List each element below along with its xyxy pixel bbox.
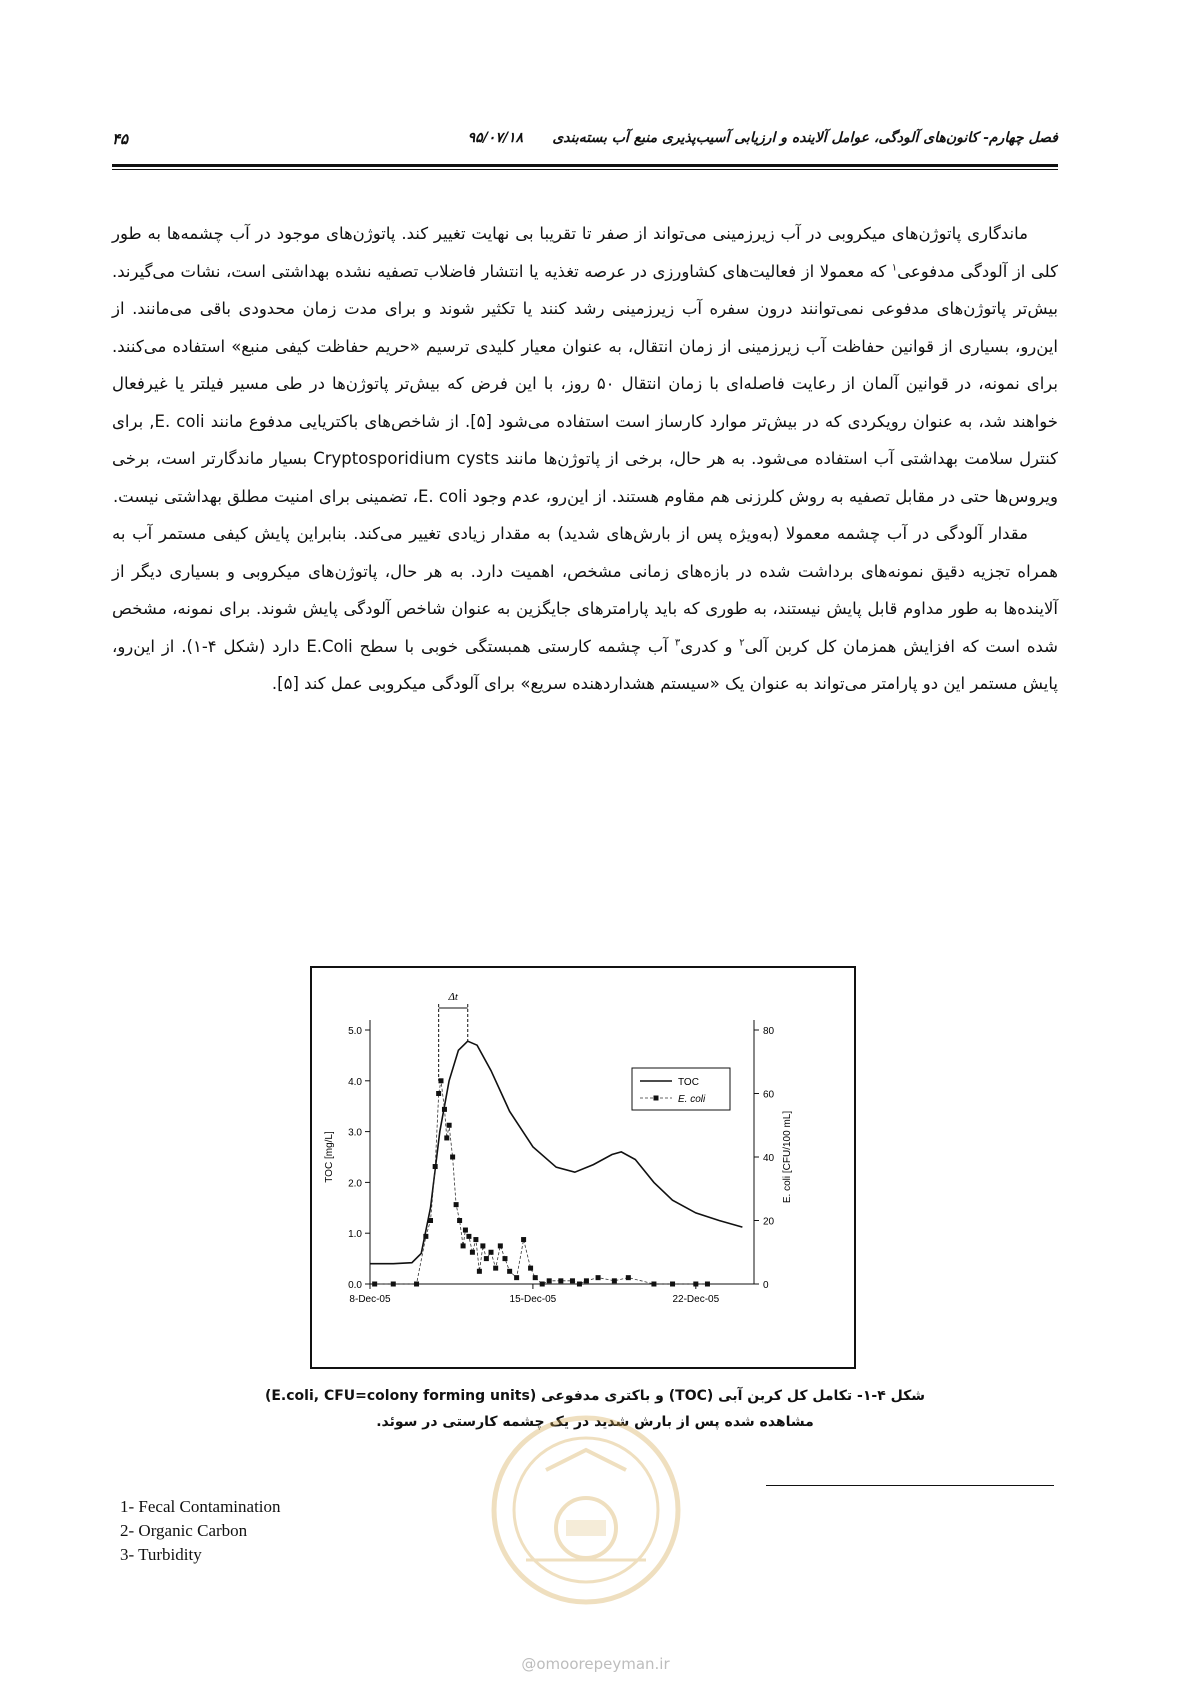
ecoli-point <box>507 1269 512 1274</box>
ecoli-point <box>577 1282 582 1287</box>
ecoli-point <box>436 1091 441 1096</box>
chart-legend <box>632 1068 730 1110</box>
ecoli-point <box>444 1135 449 1140</box>
x-tick-label: 15-Dec-05 <box>509 1294 557 1305</box>
y-right-tick-label: 40 <box>763 1153 775 1164</box>
ecoli-point <box>463 1228 468 1233</box>
ecoli-point <box>584 1278 589 1283</box>
toc-ecoli-chart <box>312 968 854 1367</box>
ecoli-point <box>528 1266 533 1271</box>
caption-line-2: مشاهده شده پس از بارش شدید در یک چشمه کارستی در سوئد. <box>376 1414 814 1430</box>
ecoli-point <box>651 1282 656 1287</box>
paragraph-2 <box>112 515 1058 703</box>
ecoli-point <box>521 1237 526 1242</box>
y-left-tick-label: 1.0 <box>348 1229 362 1241</box>
ecoli-point <box>461 1243 466 1248</box>
footnote-rule <box>766 1485 1054 1486</box>
ecoli-point <box>480 1243 485 1248</box>
footnote-ref-2: ۲ <box>739 637 745 648</box>
legend-ecoli-swatch <box>654 1096 659 1101</box>
y-right-tick-label: 20 <box>763 1216 775 1228</box>
ecoli-point <box>391 1282 396 1287</box>
y-left-tick-label: 3.0 <box>348 1127 362 1139</box>
caption-line-1: شکل ۴-۱- تکامل کل کربن آبی (TOC) و باکتری مدفوعی (E.coli, CFU=colony forming units) <box>264 1388 926 1404</box>
x-tick-label: 22-Dec-05 <box>672 1294 720 1305</box>
header-rule-thin <box>112 169 1058 170</box>
ecoli-point <box>414 1282 419 1287</box>
y-right-tick-label: 80 <box>763 1026 775 1037</box>
y-left-tick-label: 5.0 <box>348 1026 362 1037</box>
ecoli-point <box>693 1282 698 1287</box>
ecoli-point <box>423 1234 428 1239</box>
ecoli-point <box>466 1234 471 1239</box>
page-header <box>112 130 1058 164</box>
ecoli-point <box>533 1275 538 1280</box>
legend-ecoli-label: E. coli <box>678 1094 706 1105</box>
paragraph-2-part-c: آب چشمه کارستی همبستگی خوبی با سطح E.Coli دارد (شکل ۴-۱). از این‌رو، پایش مستمر این دو پارامتر می‌تواند به عنوان یک «سیستم هشداردهنده سریع» برای آلودگی میکروبی عمل کند [۵]. <box>112 636 1058 693</box>
ecoli-point <box>498 1243 503 1248</box>
ecoli-point <box>558 1278 563 1283</box>
x-tick-label: 8-Dec-05 <box>349 1294 391 1305</box>
ecoli-point <box>457 1218 462 1223</box>
ecoli-point <box>514 1275 519 1280</box>
footnote-ref-3: ۳ <box>674 637 681 648</box>
ecoli-point <box>612 1278 617 1283</box>
ecoli-point <box>454 1202 459 1207</box>
ecoli-point <box>484 1256 489 1261</box>
ecoli-point <box>470 1250 475 1255</box>
paragraph-1-part-b: که معمولا از فعالیت‌های کشاورزی در عرصه تغذیه یا انتشار فاضلاب تصفیه نشده بهداشتی است، نشات می‌گیرند. بیش‌تر پاتوژن‌های مدفوعی نمی‌توانند درون سفره آب زیرزمینی رشد کنند یا تکثیر شوند و برای مدت زمان محدودی باقی می‌مانند. از این‌رو، بسیاری از قوانین حفاظت آب زیرزمینی از زمان انتقال، به عنوان معیار کلیدی ترسیم «حریم حفاظت کیفی منبع» استفاده می‌کنند. برای نمونه، در قوانین آلمان از رعایت فاصله‌ای با زمان انتقال ۵۰ روز، با این فرض که بیش‌تر پاتوژن‌ها در طی مسیر فیلتر یا غیرفعال خواهند شد، به عنوان رویکردی که در بیش‌تر موارد کارساز است استفاده می‌شود [۵]. از شاخص‌های باکتریایی مدفوع مانند E. coli, برای کنترل سلامت بهداشتی آب استفاده می‌شود. به هر حال، برخی از پاتوژن‌ها مانند Cryptosporidium cysts بسیار ماندگارتر است، برخی ویروس‌ها حتی در مقابل تصفیه به روش کلرزنی هم مقاوم هستند. از این‌رو، عدم وجود E. coli، تضمینی برای امنیت مطلق بهداشتی نیست. <box>112 261 1058 506</box>
footnotes <box>120 1495 520 1567</box>
ecoli-point <box>433 1164 438 1169</box>
ecoli-point <box>670 1282 675 1287</box>
footnote-ref-1: ۱ <box>891 262 898 273</box>
ecoli-point <box>540 1282 545 1287</box>
footnote-2: 2- Organic Carbon <box>120 1521 248 1540</box>
figure-chart <box>310 966 856 1369</box>
ecoli-point <box>473 1237 478 1242</box>
footnote-1: 1- Fecal Contamination <box>120 1497 281 1516</box>
paragraph-2-part-a: مقدار آلودگی در آب چشمه معمولا (به‌ویژه پس از بارش‌های شدید) به مقدار زیادی تغییر می‌کند. بنابراین پایش کیفی مستمر آب به همراه تجزیه دقیق نمونه‌های برداشت شده در بازه‌های زمانی مشخص، اهمیت دارد. به هر حال، پاتوژن‌های میکروبی و بسیاری دیگر از آلاینده‌ها به طور مداوم قابل پایش نیستند، به طوری که باید پارامترهای جایگزین به عنوان شاخص آلودگی پایش شوند. برای نمونه، مشخص شده است که افزایش همزمان کل کربن آلی <box>112 524 1058 656</box>
y-right-tick-label: 0 <box>763 1280 769 1291</box>
y-axis-label-right: E. coli [CFU/100 mL] <box>782 1110 793 1204</box>
ecoli-point <box>626 1275 631 1280</box>
ecoli-point <box>493 1266 498 1271</box>
ecoli-point <box>447 1123 452 1128</box>
ecoli-point <box>570 1278 575 1283</box>
y-left-tick-label: 4.0 <box>348 1076 362 1088</box>
chart-axes <box>370 1020 754 1284</box>
ecoli-point <box>442 1107 447 1112</box>
y-left-tick-label: 0.0 <box>348 1280 362 1291</box>
ecoli-point <box>502 1256 507 1261</box>
ecoli-point <box>450 1155 455 1160</box>
y-axis-label-left: TOC [mg/L] <box>324 1131 335 1183</box>
y-right-tick-label: 60 <box>763 1089 775 1101</box>
ecoli-point <box>705 1282 710 1287</box>
paragraph-1-part-a: ماندگاری پاتوژن‌های میکروبی در آب زیرزمینی می‌تواند از صفر تا تقریبا بی نهایت تغییر کند. پاتوژن‌های موجود در آب چشمه‌ها به طور کلی از آلودگی مدفوعی <box>112 224 1058 281</box>
paragraph-2-part-b: و کدری <box>680 636 740 656</box>
header-date: ۹۵/۰۷/۱۸ <box>467 130 523 146</box>
ecoli-point <box>438 1078 443 1083</box>
ecoli-connector <box>375 1081 708 1284</box>
body-text <box>112 215 1058 703</box>
source-watermark: @omoorepeyman.ir <box>521 1655 670 1673</box>
header-rule-thick <box>112 164 1058 167</box>
legend-toc-label: TOC <box>678 1077 699 1088</box>
delta-t-label: Δt <box>448 991 458 1003</box>
ecoli-point <box>547 1278 552 1283</box>
chapter-title: فصل چهارم- کانون‌های آلودگی، عوامل آلاینده و ارزیابی آسیب‌پذیری منبع آب بسته‌بندی <box>552 130 1058 146</box>
ecoli-point <box>372 1282 377 1287</box>
ecoli-point <box>428 1218 433 1223</box>
ecoli-point <box>489 1250 494 1255</box>
page-number: ۴۵ <box>112 130 129 148</box>
ecoli-point <box>596 1275 601 1280</box>
paragraph-1 <box>112 215 1058 515</box>
y-left-tick-label: 2.0 <box>348 1178 362 1190</box>
ecoli-point <box>477 1269 482 1274</box>
footnote-3: 3- Turbidity <box>120 1545 202 1564</box>
